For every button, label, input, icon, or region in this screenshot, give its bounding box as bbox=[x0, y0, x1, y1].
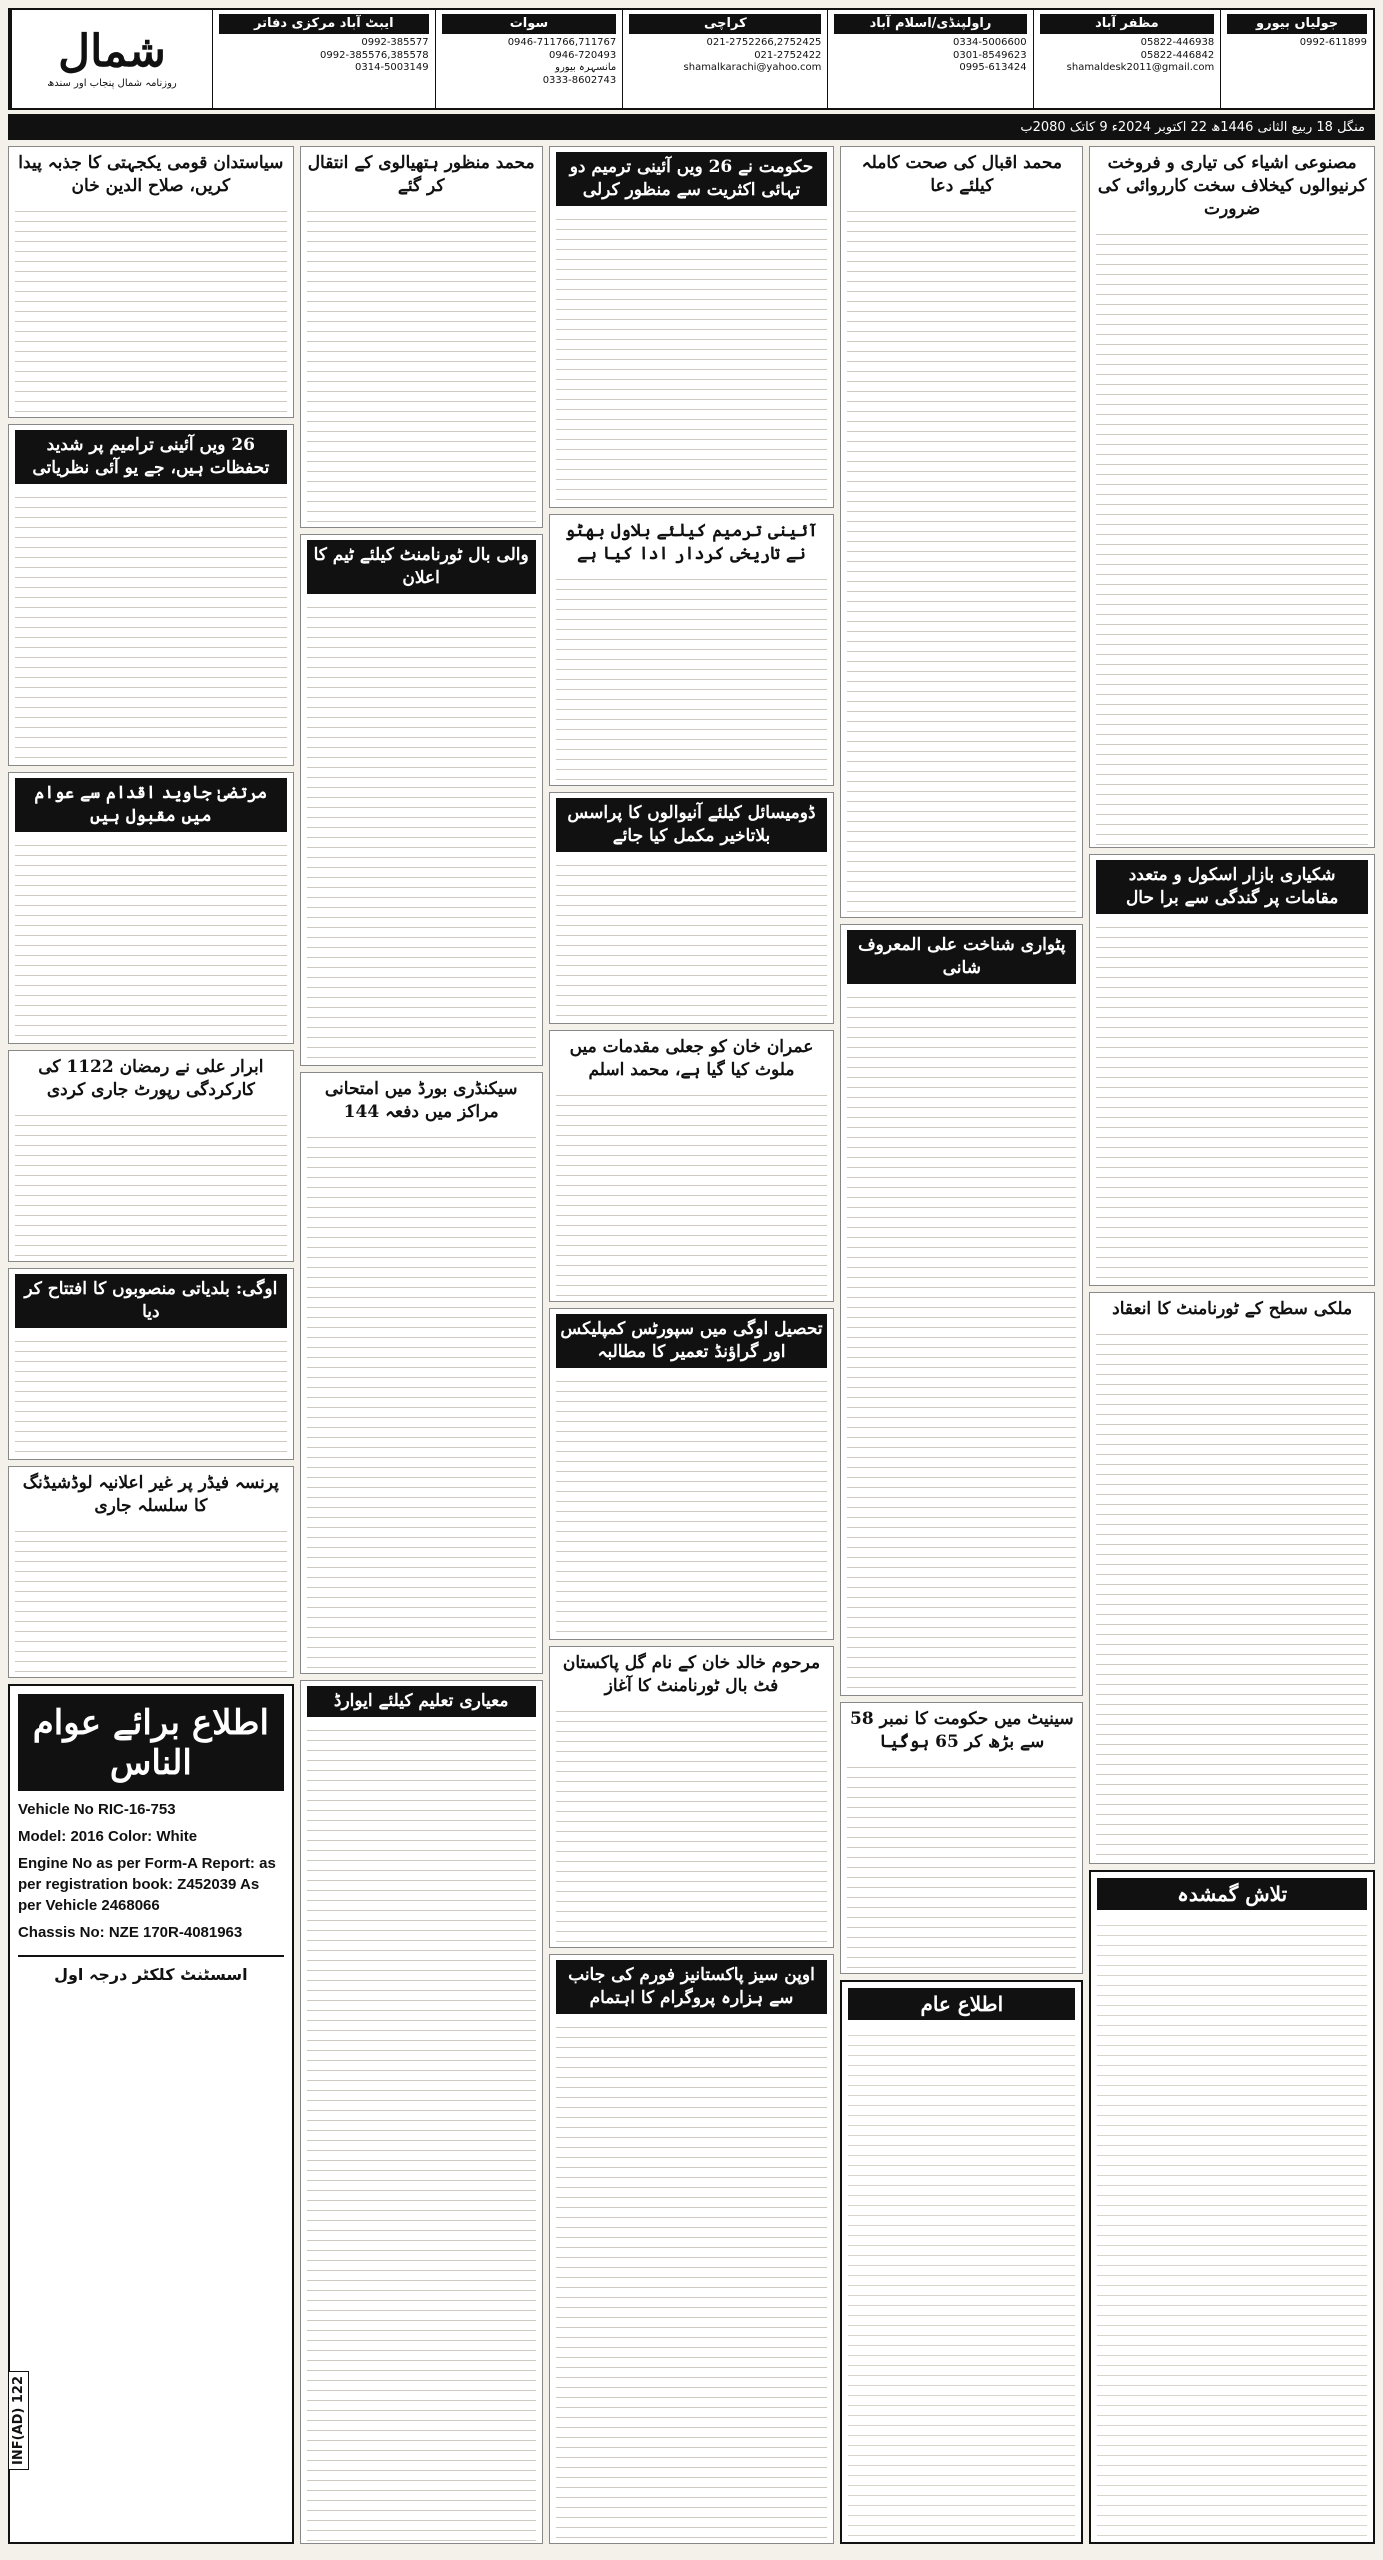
notice-footer: اسسٹنٹ کلکٹر درجہ اول bbox=[18, 1955, 284, 1984]
office-box-muzaffarabad bbox=[1033, 10, 1221, 108]
story bbox=[8, 1050, 294, 1262]
dateline bbox=[8, 114, 1375, 140]
office-line: shamalkarachi@yahoo.com bbox=[683, 62, 822, 74]
headline: ملکی سطح کے ٹورنامنٹ کا انعقاد bbox=[1112, 1299, 1353, 1319]
office-line: 021-2752422 bbox=[754, 49, 822, 61]
article-body bbox=[556, 570, 828, 786]
office-line: 0334-5006600 bbox=[952, 37, 1027, 49]
office-line: 0333-8602743 bbox=[542, 74, 617, 86]
masthead bbox=[8, 8, 1375, 110]
office-line: 0314-5003149 bbox=[355, 62, 429, 74]
office-line: 021-2752266,2752425 bbox=[706, 37, 822, 49]
story bbox=[300, 534, 543, 1066]
headline: آئینی ترمیم کیلئے بلاول بھٹو نے تاریخی کردار ادا کیا ہے bbox=[565, 521, 818, 564]
missing-notice bbox=[1089, 1870, 1375, 2544]
article-body bbox=[847, 988, 1076, 1696]
article-body bbox=[307, 202, 536, 528]
headline: پٹواری شناخت علی المعروف شانی bbox=[847, 930, 1076, 984]
article-body bbox=[15, 1522, 287, 1678]
logo-subtitle: روزنامہ شمال پنجاب اور سندھ bbox=[47, 77, 177, 89]
office-box-rawalpindi bbox=[827, 10, 1032, 108]
date-text: منگل 18 ربیع الثانی 1446ھ 22 اکتوبر 2024ء 9 کاتک 2080ب bbox=[1020, 119, 1365, 135]
article-body bbox=[847, 1758, 1076, 1974]
headline: 26 ویں آئینی ترامیم پر شدید تحفظات ہیں، جے یو آئی نظریاتی bbox=[15, 430, 287, 484]
headline: معیاری تعلیم کیلئے ایوارڈ bbox=[307, 1686, 536, 1717]
headline: عمران خان کو جعلی مقدمات میں ملوث کیا گیا ہے، محمد اسلم bbox=[569, 1037, 814, 1080]
vehicle-chassis: Chassis No: NZE 170R-4081963 bbox=[17, 1924, 243, 1941]
column-4 bbox=[300, 146, 543, 2544]
office-city: مظفر آباد bbox=[1040, 14, 1215, 34]
story bbox=[1089, 854, 1375, 1286]
article-body bbox=[1096, 918, 1368, 1286]
story bbox=[549, 1030, 835, 1302]
headline: ڈومیسائل کیلئے آنیوالوں کا پراسس بلاتاخیر مکمل کیا جائے bbox=[556, 798, 828, 852]
article-body bbox=[556, 856, 828, 1024]
story bbox=[840, 1702, 1083, 1974]
story bbox=[549, 1954, 835, 2544]
headline: محمد منظور ہتھیالوی کے انتقال کر گئے bbox=[307, 153, 535, 196]
newspaper-logo bbox=[10, 10, 212, 108]
vehicle-engine: Engine No as per Form-A Report: as per registration book: Z452039 As per Vehicle 2468066 bbox=[17, 1855, 276, 1914]
headline: مرتضیٰ جاوید اقدام سے عوام میں مقبول ہیں bbox=[15, 778, 287, 832]
notice-title: اطلاع عام bbox=[848, 1988, 1075, 2020]
column-3 bbox=[549, 146, 835, 2544]
article-body bbox=[556, 210, 828, 508]
headline: سیکنڈری بورڈ میں امتحانی مراکز میں دفعہ 144 bbox=[324, 1079, 518, 1122]
headline: سیاستدان قومی یکجہتی کا جذبہ پیدا کریں، صلاح الدین خان bbox=[18, 153, 284, 196]
article-body bbox=[556, 1372, 828, 1640]
article-body bbox=[556, 2018, 828, 2544]
notice-title: اطلاع برائے عوام الناس bbox=[18, 1694, 284, 1791]
story bbox=[8, 146, 294, 418]
article-body bbox=[15, 1332, 287, 1460]
office-line: 0992-611899 bbox=[1299, 37, 1367, 49]
story bbox=[300, 146, 543, 528]
office-line: 0301-8549623 bbox=[952, 49, 1027, 61]
office-line: 0946-711766,711767 bbox=[507, 37, 617, 49]
vehicle-model: Model: 2016 Color: White bbox=[17, 1828, 198, 1845]
headline: اوگی: بلدیاتی منصوبوں کا افتتاح کر دیا bbox=[15, 1274, 287, 1328]
story bbox=[8, 424, 294, 766]
office-city: سوات bbox=[442, 14, 617, 34]
story bbox=[549, 792, 835, 1024]
headline: شکیاری بازار اسکول و متعدد مقامات پر گندگی سے برا حال bbox=[1096, 860, 1368, 914]
story bbox=[840, 924, 1083, 1696]
office-line: مانسہرہ بیورو bbox=[555, 62, 617, 74]
story bbox=[300, 1680, 543, 2544]
office-line: 05822-446938 bbox=[1140, 37, 1215, 49]
column-1 bbox=[1089, 146, 1375, 2544]
column-5 bbox=[8, 146, 294, 2544]
article-body bbox=[307, 598, 536, 1066]
office-line: 0946-720493 bbox=[549, 49, 617, 61]
column-2 bbox=[840, 146, 1083, 2544]
article-body bbox=[1096, 225, 1368, 848]
vehicle-details bbox=[18, 1799, 284, 1943]
story bbox=[8, 1268, 294, 1460]
office-line: 0992-385577 bbox=[361, 37, 429, 49]
office-line: 0995-613424 bbox=[959, 62, 1027, 74]
story bbox=[8, 772, 294, 1044]
headline: حکومت نے 26 ویں آئینی ترمیم دو تہائی اکثریت سے منظور کرلی bbox=[556, 152, 828, 206]
article-body bbox=[307, 1721, 536, 2544]
headline: تحصیل اوگی میں سپورٹس کمپلیکس اور گراؤنڈ تعمیر کا مطالبہ bbox=[556, 1314, 828, 1368]
headline: ابرار علی نے رمضان 1122 کی کارکردگی رپورٹ جاری کردی bbox=[38, 1057, 264, 1100]
office-line: 0992-385576,385578 bbox=[320, 49, 429, 61]
article-body bbox=[15, 1106, 287, 1262]
article-body bbox=[556, 1702, 828, 1948]
notice-body bbox=[1097, 1916, 1367, 2536]
public-notice bbox=[840, 1980, 1083, 2544]
article-body bbox=[15, 488, 287, 766]
article-body bbox=[847, 202, 1076, 918]
article-body bbox=[1096, 1325, 1368, 1864]
office-city: راولپنڈی/اسلام آباد bbox=[834, 14, 1026, 34]
office-city: جولیاں بیورو bbox=[1227, 14, 1367, 34]
headline: محمد اقبال کی صحت کاملہ کیلئے دعا bbox=[861, 153, 1062, 196]
columns bbox=[8, 146, 1375, 2544]
story bbox=[549, 1646, 835, 1948]
public-vehicle-notice bbox=[8, 1684, 294, 2544]
story bbox=[300, 1072, 543, 1674]
headline: پرنسہ فیڈر پر غیر اعلانیہ لوڈشیڈنگ کا سلسلہ جاری bbox=[22, 1473, 279, 1516]
notice-title: تلاش گمشدہ bbox=[1097, 1878, 1367, 1910]
story bbox=[1089, 1292, 1375, 1864]
article-body bbox=[15, 836, 287, 1044]
office-box-karachi bbox=[622, 10, 827, 108]
office-line: shamaldesk2011@gmail.com bbox=[1066, 62, 1215, 74]
story bbox=[840, 146, 1083, 918]
info-tag: INF(AD) 122 bbox=[8, 2371, 29, 2470]
story bbox=[8, 1466, 294, 1678]
office-city: کراچی bbox=[629, 14, 821, 34]
story bbox=[549, 146, 835, 508]
headline: مصنوعی اشیاء کی تیاری و فروخت کرنیوالوں کیخلاف سخت کارروائی کی ضرورت bbox=[1097, 153, 1367, 219]
headline: سینیٹ میں حکومت کا نمبر 58 سے بڑھ کر 65 ہوگیا bbox=[850, 1709, 1074, 1752]
headline: مرحوم خالد خان کے نام گل پاکستان فٹ بال ٹورنامنٹ کا آغاز bbox=[562, 1653, 821, 1696]
story bbox=[549, 1308, 835, 1640]
headline: اوپن سیز پاکستانیز فورم کی جانب سے ہزارہ پروگرام کا اہتمام bbox=[556, 1960, 828, 2014]
office-box-jolian bbox=[1220, 10, 1373, 108]
article-body bbox=[15, 202, 287, 418]
office-box-swat bbox=[435, 10, 623, 108]
office-line: 05822-446842 bbox=[1140, 49, 1215, 61]
story bbox=[549, 514, 835, 786]
vehicle-number: Vehicle No RIC-16-753 bbox=[17, 1801, 176, 1818]
story bbox=[1089, 146, 1375, 848]
notice-body bbox=[848, 2026, 1075, 2536]
headline: والی بال ٹورنامنٹ کیلئے ٹیم کا اعلان bbox=[307, 540, 536, 594]
article-body bbox=[307, 1128, 536, 1674]
article-body bbox=[556, 1086, 828, 1302]
office-box-abbottabad bbox=[212, 10, 435, 108]
office-city: ایبٹ آباد مرکزی دفاتر bbox=[219, 14, 429, 34]
logo-title: شمال bbox=[58, 25, 166, 77]
